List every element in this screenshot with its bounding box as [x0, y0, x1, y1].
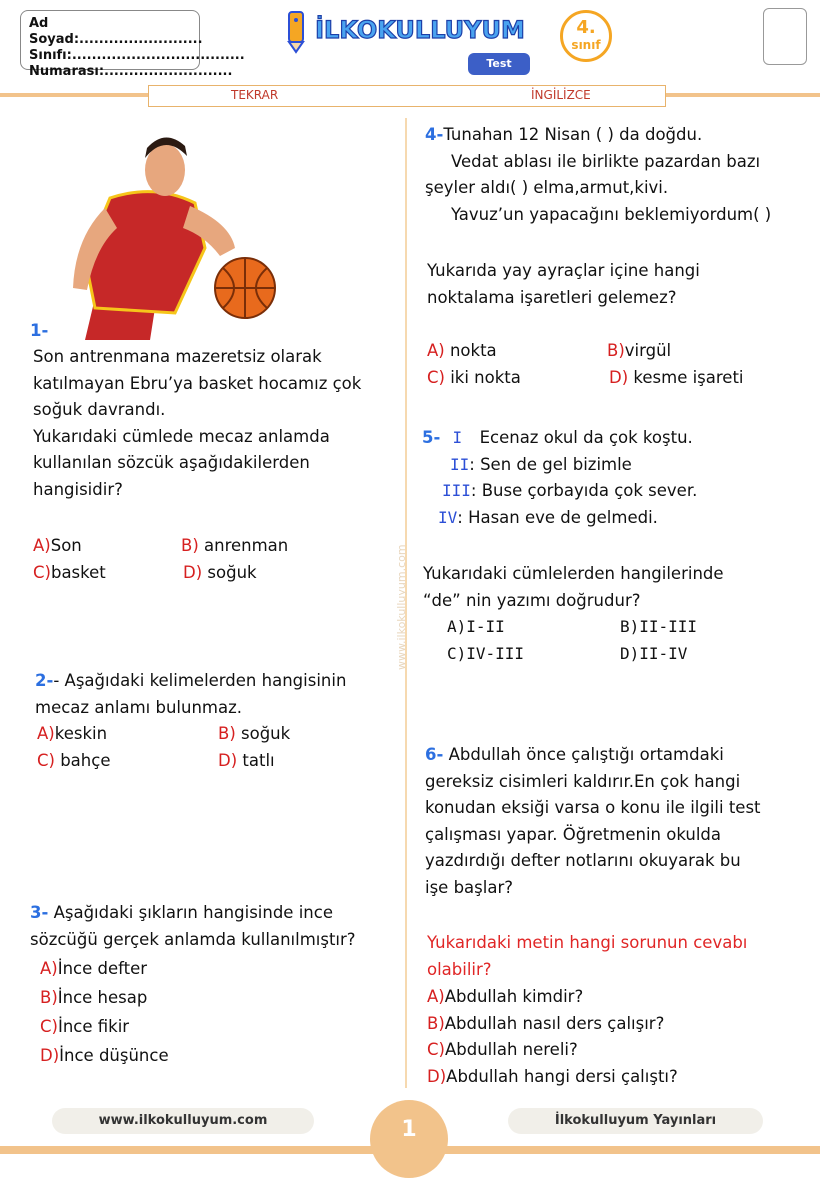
- q3-option-c[interactable]: C)İnce fikir: [40, 1017, 130, 1036]
- topic-bar: [148, 85, 666, 107]
- q3-options: [40, 954, 169, 1070]
- pencil-mascot-icon: [289, 12, 303, 52]
- q1-option-c[interactable]: C)basket: [33, 563, 106, 582]
- student-info-box: [20, 10, 245, 79]
- q2-option-c[interactable]: C) bahçe: [37, 751, 111, 770]
- basketball-player-image: [55, 128, 285, 340]
- q6-option-b[interactable]: B)Abdullah nasıl ders çalışır?: [427, 1013, 665, 1033]
- q1-option-b[interactable]: B) anrenman: [181, 536, 289, 555]
- footer-website[interactable]: www.ilkokulluyum.com: [52, 1108, 314, 1134]
- q2-option-d[interactable]: D) tatlı: [218, 751, 275, 770]
- q6-option-a[interactable]: A)Abdullah kimdir?: [427, 987, 584, 1006]
- q4-option-b[interactable]: B)virgül: [607, 341, 672, 360]
- q5-number: 5-: [422, 428, 441, 447]
- logo-text: İLKOKULLUYUM: [315, 16, 525, 44]
- q4-number: 4-: [425, 125, 444, 144]
- q4-question: Yukarıda yay ayraçlar içine hangi noktalama işaretleri gelemez?: [427, 261, 700, 307]
- q5-items: 5- I Ecenaz okul da çok koştu. II: Sen de gel bizimle III: Buse çorbayıda çok sever. IV: Hasan eve de gelmedi.: [422, 428, 698, 527]
- q4-option-a[interactable]: A) nokta: [427, 341, 497, 360]
- q6-question: Yukarıdaki metin hangi sorunun cevabı olabilir?: [427, 933, 748, 979]
- q6-option-c[interactable]: C)Abdullah nereli?: [427, 1040, 578, 1059]
- test-badge: Test: [468, 53, 530, 75]
- name-label: Ad Soyad:.........................: [29, 16, 203, 47]
- grade-word: sınıf: [571, 38, 601, 52]
- q2-option-a[interactable]: A)keskin: [37, 724, 108, 743]
- q6-option-d[interactable]: D)Abdullah hangi dersi çalıştı?: [427, 1066, 678, 1086]
- q3-number: 3-: [30, 903, 49, 922]
- class-label: Sınıfı:...................................: [29, 48, 245, 63]
- q1-option-a[interactable]: A)Son: [33, 536, 82, 555]
- grade-number: 4.: [576, 17, 596, 38]
- q2-number: 2-: [35, 671, 54, 690]
- topic-right: İNGİLİZCE: [531, 88, 591, 102]
- q5-option-a[interactable]: A)I-II: [447, 617, 505, 636]
- q6-options: [427, 984, 678, 1090]
- q1-option-d[interactable]: D) soğuk: [183, 563, 257, 582]
- q3-option-b[interactable]: B)İnce hesap: [40, 988, 148, 1007]
- q2-text: 2-- Aşağıdaki kelimelerden hangisinin mecaz anlamı bulunmaz.: [35, 671, 347, 717]
- watermark: www.ilkokulluyum.com: [395, 544, 408, 670]
- topic-left: TEKRAR: [231, 88, 279, 102]
- grade-badge: [560, 10, 612, 62]
- q4-option-c[interactable]: C) iki nokta: [427, 368, 521, 387]
- q5-option-b[interactable]: B)II-III: [620, 617, 698, 636]
- q1-text: Son antrenmana mazeretsiz olarak katılmayan Ebru’ya basket hocamız çok soğuk davrandı. Yukarıdaki cümlede mecaz anlamda kullanılan sözcük aşağıdakilerden hangisidir?: [33, 347, 362, 499]
- q4-text: 4-Tunahan 12 Nisan ( ) da doğdu. Vedat ablası ile birlikte pazardan bazı şeyler aldı( ) elma,armut,kivi. Yavuz’un yapacağını beklemiyordum( ): [425, 125, 772, 224]
- q3-text: 3- Aşağıdaki şıkların hangisinde ince sözcüğü gerçek anlamda kullanılmıştır?: [30, 903, 356, 949]
- q3-option-a[interactable]: A)İnce defter: [40, 959, 148, 978]
- q3-option-d[interactable]: D)İnce düşünce: [40, 1046, 169, 1065]
- q6-number: 6-: [425, 745, 444, 764]
- ilkokulluyum-logo: [285, 6, 535, 56]
- q1-number: 1-: [30, 321, 49, 340]
- number-label: Numarası:..........................: [29, 64, 233, 79]
- footer-publisher: İlkokulluyum Yayınları: [508, 1108, 763, 1134]
- q5-option-d[interactable]: D)II-IV: [620, 644, 688, 663]
- q5-option-c[interactable]: C)IV-III: [447, 644, 525, 663]
- score-box: [763, 8, 807, 65]
- q6-text: 6- Abdullah önce çalıştığı ortamdaki gereksiz cisimleri kaldırır.En çok hangi konudan eksiği varsa o konu ile ilgili test çalışması yapar. Öğretmenin okulda yazdırdığı defter notlarını okuyarak bu işe başlar?: [425, 745, 761, 897]
- q4-option-d[interactable]: D) kesme işareti: [609, 368, 744, 387]
- page-number: 1: [370, 1100, 448, 1178]
- q5-question: Yukarıdaki cümlelerden hangilerinde “de” nin yazımı doğrudur?: [423, 564, 724, 610]
- q2-option-b[interactable]: B) soğuk: [218, 724, 291, 743]
